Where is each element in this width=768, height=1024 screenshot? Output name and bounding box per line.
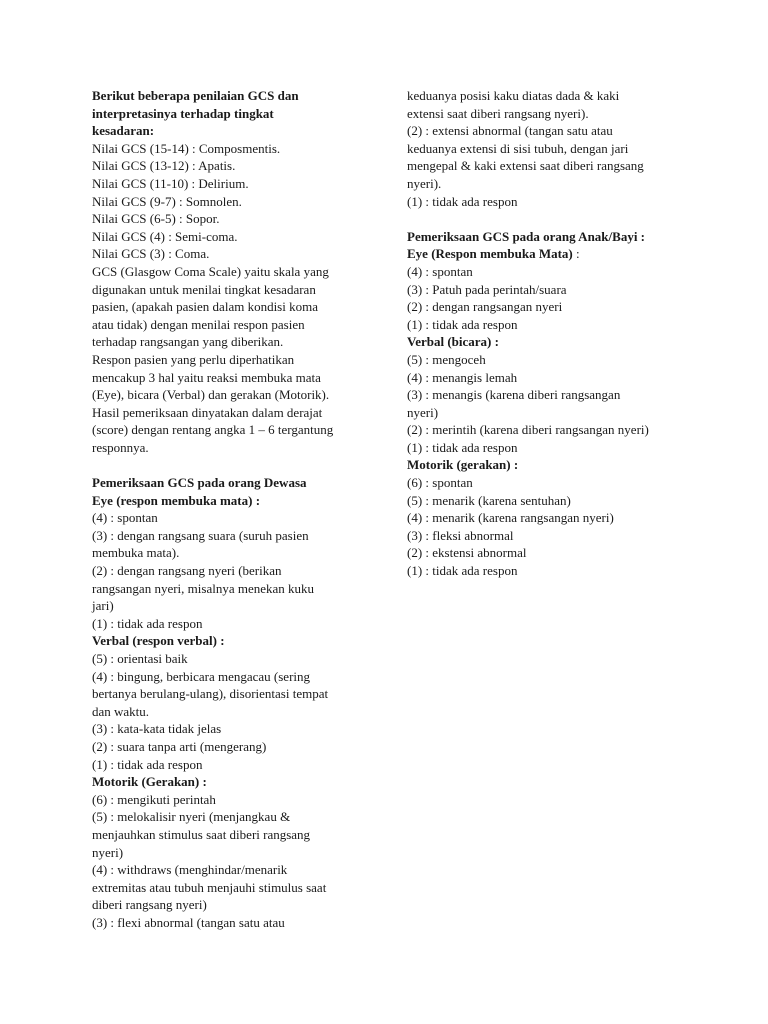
list-item: (3) : fleksi abnormal — [407, 527, 514, 543]
adult-eye-heading: Eye (respon membuka mata) : — [92, 492, 261, 508]
list-item: jari) — [92, 598, 114, 614]
list-item: rangsangan nyeri, misalnya menekan kuku — [92, 580, 315, 596]
list-item: (3) : menangis (karena diberi rangsangan — [407, 387, 621, 403]
list-item: (1) : tidak ada respon — [92, 615, 203, 631]
list-item: (4) : bingung, berbicara mengacau (sering — [92, 668, 311, 684]
paragraph-line: GCS (Glasgow Coma Scale) yaitu skala yang — [92, 263, 329, 279]
list-item: (5) : orientasi baik — [92, 651, 188, 666]
paragraph-line: mencakup 3 hal yaitu reaksi membuka mata — [92, 369, 321, 385]
list-item: (3) : flexi abnormal (tangan satu atau — [92, 914, 285, 930]
gcs-score-line: Nilai GCS (4) : Semi-coma. — [92, 228, 238, 244]
list-item: keduanya extensi di sisi tubuh, dengan jari — [407, 140, 629, 156]
list-item: (5) : menarik (karena sentuhan) — [407, 492, 571, 508]
paragraph-line: digunakan untuk menilai tingkat kesadaran — [92, 281, 316, 297]
list-item: nyeri). — [407, 175, 442, 191]
paragraph-line: atau tidak) dengan menilai respon pasien — [92, 316, 305, 332]
child-eye-heading-suffix: : — [572, 246, 580, 262]
continuation-text — [407, 87, 677, 210]
list-item: (1) : tidak ada respon — [407, 193, 518, 209]
list-item: menjauhkan stimulus saat diberi rangsang — [92, 826, 311, 842]
adult-motor-heading: Motorik (Gerakan) : — [92, 774, 207, 790]
list-item: mengepal & kaki extensi saat diberi rangsang — [407, 158, 644, 174]
list-item: keduanya posisi kaku diatas dada & kaki — [407, 88, 620, 103]
gcs-score-line: Nilai GCS (6-5) : Sopor. — [92, 211, 220, 227]
gcs-score-line: Nilai GCS (9-7) : Somnolen. — [92, 193, 242, 209]
list-item: (6) : mengikuti perintah — [92, 791, 216, 807]
gcs-score-line: Nilai GCS (13-12) : Apatis. — [92, 158, 236, 174]
paragraph-line: terhadap rangsangan yang diberikan. — [92, 334, 284, 350]
intro-heading — [92, 87, 367, 140]
child-section-heading: Pemeriksaan GCS pada orang Anak/Bayi : — [407, 228, 646, 244]
child-eye-heading: Eye (Respon membuka Mata) — [407, 246, 573, 262]
adult-verbal-list — [92, 650, 367, 773]
list-item: (5) : melokalisir nyeri (menjangkau & — [92, 809, 291, 825]
gcs-score-line: Nilai GCS (11-10) : Delirium. — [92, 175, 249, 191]
intro-heading-line: interpretasinya terhadap tingkat — [92, 105, 274, 121]
list-item: nyeri) — [92, 844, 124, 860]
list-item: (2) : merintih (karena diberi rangsangan nyeri) — [407, 422, 649, 438]
list-item: (2) : dengan rangsang nyeri (berikan — [92, 563, 282, 579]
list-item: (3) : kata-kata tidak jelas — [92, 721, 222, 737]
list-item: (1) : tidak ada respon — [407, 563, 518, 579]
list-item: (4) : menarik (karena rangsangan nyeri) — [407, 510, 614, 526]
list-item: dan waktu. — [92, 703, 150, 719]
paragraph-line: (Eye), bicara (Verbal) dan gerakan (Motorik). — [92, 387, 330, 403]
list-item: (6) : spontan — [407, 475, 473, 491]
list-item: (3) : dengan rangsang suara (suruh pasien — [92, 527, 309, 543]
list-item: extensi saat diberi rangsang nyeri). — [407, 105, 589, 121]
paragraph-line: pasien, (apakah pasien dalam kondisi koma — [92, 299, 318, 315]
intro-heading-line: kesadaran: — [92, 123, 155, 139]
spacer — [407, 210, 677, 228]
list-item: (4) : spontan — [407, 263, 473, 279]
list-item: extremitas atau tubuh menjauhi stimulus saat — [92, 879, 327, 895]
left-column — [92, 87, 367, 932]
list-item: membuka mata). — [92, 545, 180, 561]
adult-motor-list — [92, 791, 367, 932]
list-item: (2) : extensi abnormal (tangan satu atau — [407, 123, 613, 139]
list-item: diberi rangsang nyeri) — [92, 897, 207, 913]
list-item: (2) : dengan rangsangan nyeri — [407, 299, 563, 315]
paragraph-line: (score) dengan rentang angka 1 – 6 tergantung — [92, 422, 334, 438]
gcs-score-line: Nilai GCS (3) : Coma. — [92, 246, 210, 262]
list-item: (1) : tidak ada respon — [92, 756, 203, 772]
child-eye-heading-row — [407, 245, 677, 263]
spacer — [92, 456, 367, 474]
gcs-score-line: Nilai GCS (15-14) : Composmentis. — [92, 140, 281, 156]
adult-eye-list — [92, 509, 367, 632]
child-motor-heading: Motorik (gerakan) : — [407, 457, 519, 473]
paragraph-line: Hasil pemeriksaan dinyatakan dalam derajat — [92, 404, 323, 420]
list-item: (2) : ekstensi abnormal — [407, 545, 527, 561]
list-item: (1) : tidak ada respon — [407, 316, 518, 332]
list-item: (4) : withdraws (menghindar/menarik — [92, 862, 288, 878]
list-item: (1) : tidak ada respon — [407, 439, 518, 455]
intro-heading-line: Berikut beberapa penilaian GCS dan — [92, 88, 299, 103]
adult-section-heading: Pemeriksaan GCS pada orang Dewasa — [92, 475, 307, 491]
list-item: (4) : spontan — [92, 510, 158, 526]
list-item: nyeri) — [407, 404, 439, 420]
paragraph-line: Respon pasien yang perlu diperhatikan — [92, 351, 295, 367]
list-item: bertanya berulang-ulang), disorientasi tempat — [92, 686, 329, 702]
list-item: (2) : suara tanpa arti (mengerang) — [92, 738, 267, 754]
list-item: (5) : mengoceh — [407, 351, 486, 367]
adult-verbal-heading: Verbal (respon verbal) : — [92, 633, 225, 649]
child-motor-list — [407, 474, 677, 580]
child-verbal-list — [407, 351, 677, 457]
list-item: (3) : Patuh pada perintah/suara — [407, 281, 567, 297]
list-item: (4) : menangis lemah — [407, 369, 518, 385]
right-column — [407, 87, 677, 580]
child-eye-list — [407, 263, 677, 333]
child-verbal-heading: Verbal (bicara) : — [407, 334, 499, 350]
intro-text — [92, 140, 367, 457]
paragraph-line: responnya. — [92, 439, 149, 455]
